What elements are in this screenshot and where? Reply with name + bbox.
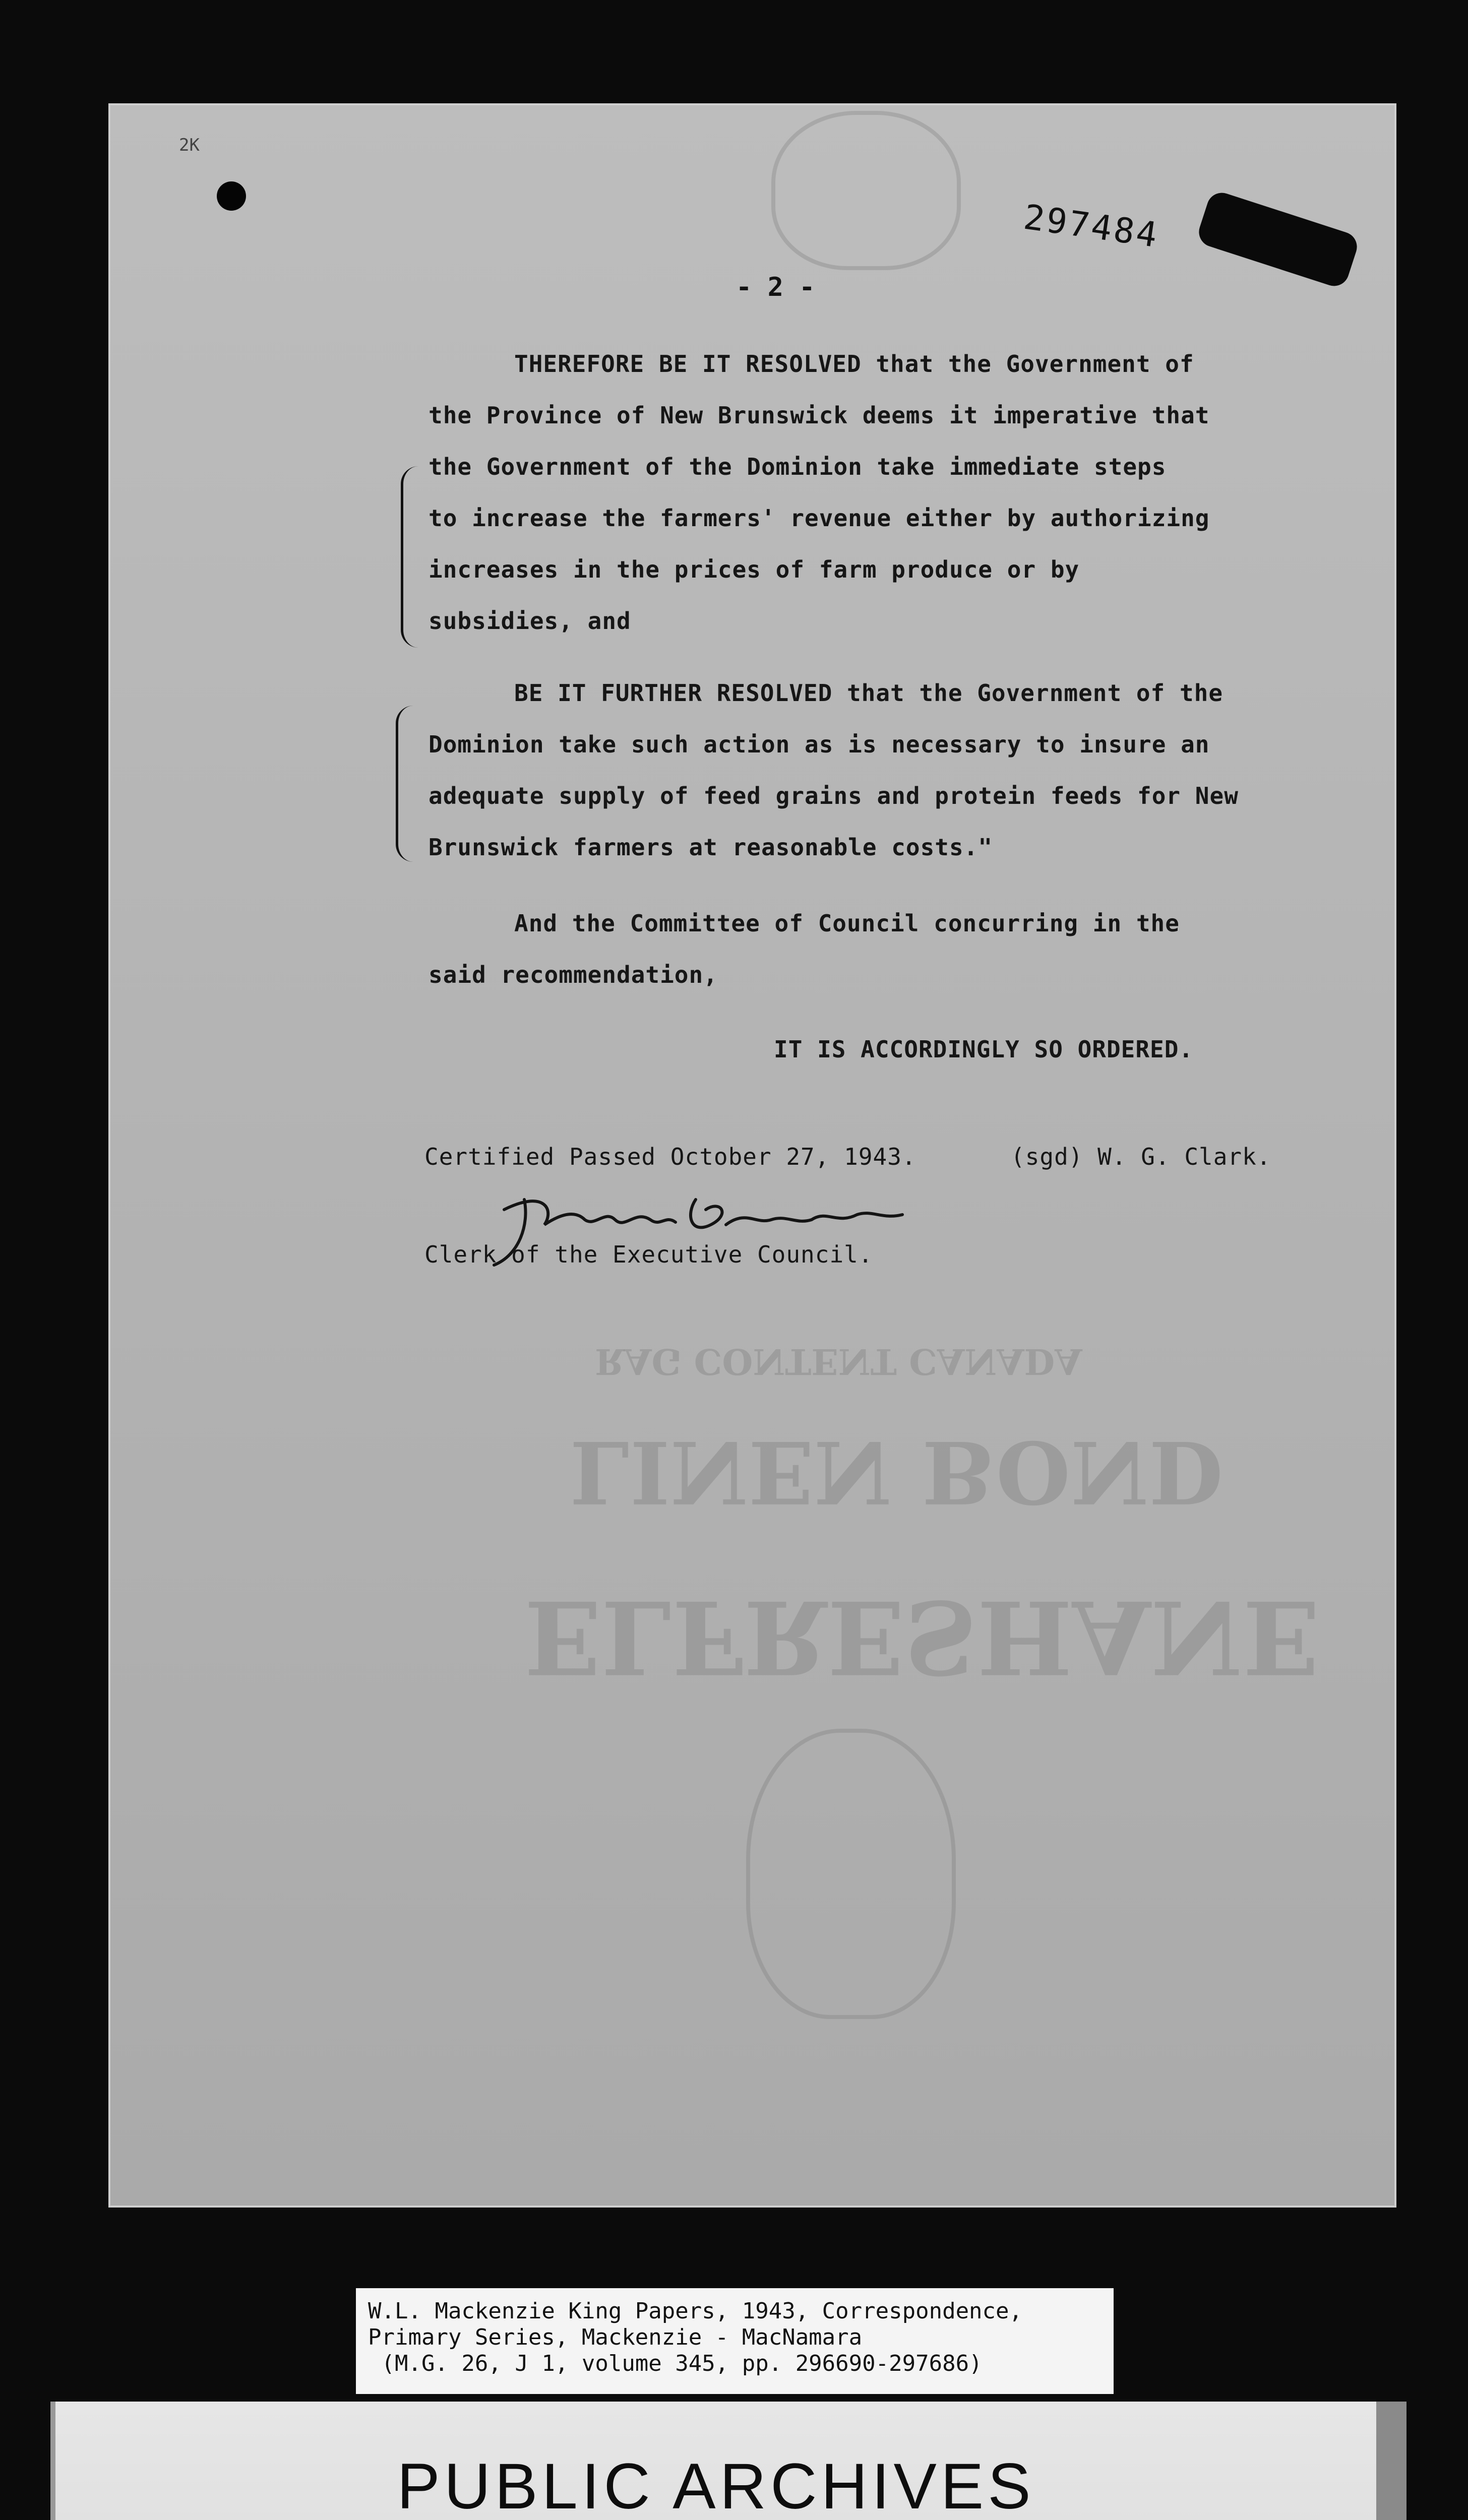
text-line: said recommendation, bbox=[429, 961, 718, 988]
watermark-line-2: LINEN BOND bbox=[570, 1421, 1224, 1522]
text-line: subsidies, and bbox=[429, 607, 631, 635]
text-line: the Government of the Dominion take immediate steps bbox=[429, 453, 1167, 480]
watermark-crest-bottom bbox=[746, 1729, 956, 2019]
margin-bracket bbox=[401, 466, 418, 648]
citation-line-3: (M.G. 26, J 1, volume 345, pp. 296690-297686) bbox=[368, 2351, 983, 2376]
text-line: THEREFORE BE IT RESOLVED that the Government of bbox=[514, 350, 1194, 377]
text-line: to increase the farmers' revenue either by authorizing bbox=[429, 505, 1210, 532]
certified-line: Certified Passed October 27, 1943. bbox=[424, 1143, 916, 1170]
document-number: 297484 bbox=[1021, 197, 1161, 256]
margin-bracket bbox=[396, 706, 413, 862]
archives-banner bbox=[50, 2402, 1406, 2520]
punch-hole bbox=[217, 181, 246, 211]
archive-citation-label bbox=[356, 2288, 1114, 2394]
text-line: increases in the prices of farm produce or by bbox=[429, 556, 1080, 583]
handwritten-signature bbox=[484, 1179, 938, 1275]
watermark-line-3: ELFRESHANE bbox=[524, 1578, 1320, 1696]
text-line: the Province of New Brunswick deems it imperative that bbox=[429, 402, 1210, 429]
page-number: - 2 - bbox=[736, 272, 815, 302]
text-line: Dominion take such action as is necessary to insure an bbox=[429, 731, 1210, 758]
text-line: IT IS ACCORDINGLY SO ORDERED. bbox=[774, 1036, 1194, 1063]
text-line: BE IT FURTHER RESOLVED that the Government of the bbox=[514, 679, 1224, 707]
corner-mark: 2K bbox=[179, 135, 200, 155]
archives-english: PUBLIC ARCHIVES bbox=[397, 2450, 1035, 2520]
citation-line-2: Primary Series, Mackenzie - MacNamara bbox=[368, 2324, 863, 2350]
clerk-title: Clerk of the Executive Council. bbox=[424, 1241, 873, 1268]
text-line: Brunswick farmers at reasonable costs." bbox=[429, 834, 993, 861]
watermark-line-1: RAG CONTENT CANADA bbox=[595, 1341, 1082, 1382]
text-line: adequate supply of feed grains and protein feeds for New bbox=[429, 782, 1239, 809]
signed-by: (sgd) W. G. Clark. bbox=[1011, 1143, 1271, 1170]
text-line: And the Committee of Council concurring in the bbox=[514, 910, 1180, 937]
watermark-crest-top bbox=[771, 111, 961, 270]
citation-line-1: W.L. Mackenzie King Papers, 1943, Correspondence, bbox=[368, 2298, 1023, 2324]
